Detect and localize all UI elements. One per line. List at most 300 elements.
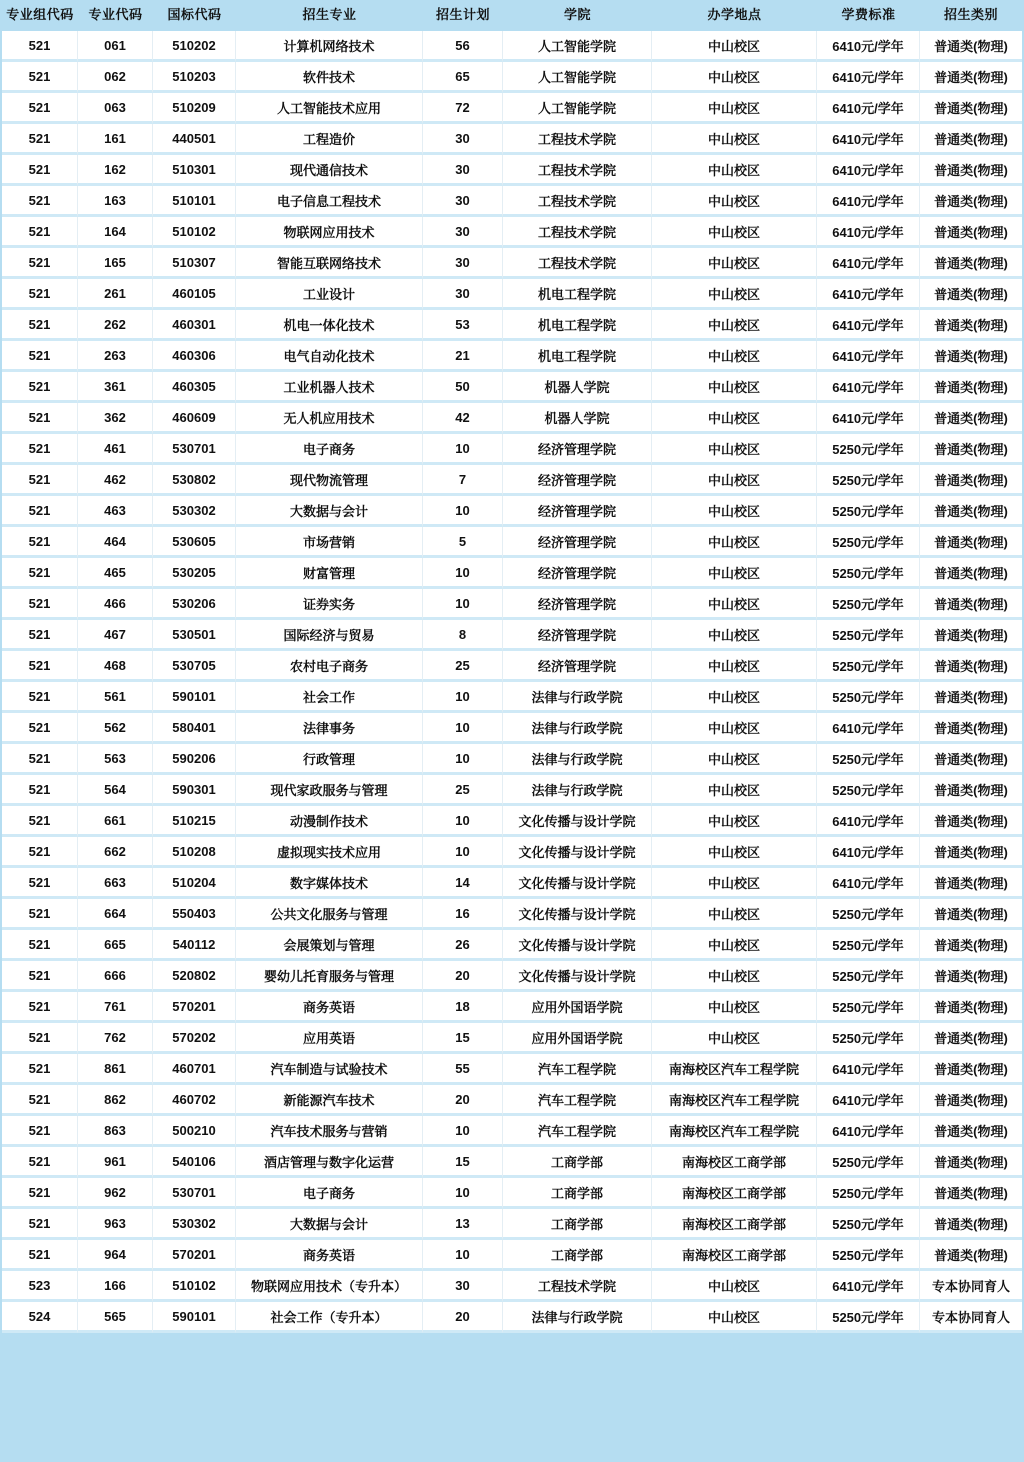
table-cell: 5250元/学年	[817, 899, 920, 930]
column-header-enrollment-major: 招生专业	[236, 0, 423, 31]
table-cell: 现代通信技术	[236, 155, 423, 186]
table-row	[2, 310, 1022, 341]
table-cell: 521	[2, 651, 78, 682]
column-header-major-group-code: 专业组代码	[2, 0, 78, 31]
table-cell: 521	[2, 1054, 78, 1085]
table-cell: 南海校区工商学部	[652, 1209, 817, 1240]
table-cell: 人工智能学院	[503, 62, 652, 93]
table-cell: 10	[423, 806, 503, 837]
table-row	[2, 93, 1022, 124]
table-cell: 中山校区	[652, 155, 817, 186]
table-cell: 25	[423, 775, 503, 806]
table-cell: 物联网应用技术（专升本）	[236, 1271, 423, 1302]
table-cell: 510208	[153, 837, 236, 868]
column-header-national-standard-code: 国标代码	[153, 0, 236, 31]
table-cell: 521	[2, 217, 78, 248]
table-cell: 中山校区	[652, 341, 817, 372]
table-cell: 6410元/学年	[817, 186, 920, 217]
table-cell: 521	[2, 465, 78, 496]
table-cell: 30	[423, 248, 503, 279]
table-cell: 063	[78, 93, 153, 124]
table-row	[2, 279, 1022, 310]
table-cell: 510307	[153, 248, 236, 279]
table-cell: 普通类(物理)	[920, 930, 1022, 961]
table-cell: 南海校区汽车工程学院	[652, 1054, 817, 1085]
table-row	[2, 496, 1022, 527]
table-cell: 460701	[153, 1054, 236, 1085]
table-row	[2, 992, 1022, 1023]
table-cell: 570201	[153, 992, 236, 1023]
table-cell: 10	[423, 1240, 503, 1271]
table-cell: 文化传播与设计学院	[503, 806, 652, 837]
table-cell: 460301	[153, 310, 236, 341]
table-cell: 521	[2, 527, 78, 558]
table-cell: 6410元/学年	[817, 155, 920, 186]
table-cell: 521	[2, 93, 78, 124]
table-cell: 523	[2, 1271, 78, 1302]
table-cell: 521	[2, 124, 78, 155]
table-cell: 6410元/学年	[817, 868, 920, 899]
table-cell: 6410元/学年	[817, 1085, 920, 1116]
table-cell: 963	[78, 1209, 153, 1240]
table-cell: 42	[423, 403, 503, 434]
table-cell: 大数据与会计	[236, 1209, 423, 1240]
table-cell: 物联网应用技术	[236, 217, 423, 248]
table-cell: 466	[78, 589, 153, 620]
table-cell: 524	[2, 1302, 78, 1333]
table-cell: 590101	[153, 682, 236, 713]
table-cell: 经济管理学院	[503, 496, 652, 527]
table-cell: 南海校区工商学部	[652, 1240, 817, 1271]
table-cell: 510209	[153, 93, 236, 124]
table-cell: 662	[78, 837, 153, 868]
table-cell: 文化传播与设计学院	[503, 961, 652, 992]
table-cell: 964	[78, 1240, 153, 1271]
table-cell: 普通类(物理)	[920, 62, 1022, 93]
table-cell: 工程技术学院	[503, 248, 652, 279]
table-cell: 中山校区	[652, 620, 817, 651]
table-cell: 普通类(物理)	[920, 713, 1022, 744]
table-cell: 法律事务	[236, 713, 423, 744]
column-header-enrollment-plan: 招生计划	[423, 0, 503, 31]
table-cell: 人工智能学院	[503, 93, 652, 124]
table-cell: 570202	[153, 1023, 236, 1054]
table-cell: 510102	[153, 217, 236, 248]
table-cell: 5250元/学年	[817, 465, 920, 496]
table-cell: 13	[423, 1209, 503, 1240]
table-cell: 证券实务	[236, 589, 423, 620]
column-header-college: 学院	[503, 0, 652, 31]
table-cell: 521	[2, 868, 78, 899]
table-cell: 467	[78, 620, 153, 651]
table-cell: 专本协同育人	[920, 1302, 1022, 1333]
table-cell: 5250元/学年	[817, 496, 920, 527]
table-row	[2, 217, 1022, 248]
table-row	[2, 1178, 1022, 1209]
table-cell: 中山校区	[652, 589, 817, 620]
table-cell: 文化传播与设计学院	[503, 930, 652, 961]
table-cell: 6410元/学年	[817, 310, 920, 341]
table-cell: 10	[423, 837, 503, 868]
table-cell: 30	[423, 124, 503, 155]
table-cell: 72	[423, 93, 503, 124]
table-cell: 汽车工程学院	[503, 1054, 652, 1085]
table-cell: 中山校区	[652, 992, 817, 1023]
table-cell: 经济管理学院	[503, 465, 652, 496]
table-cell: 521	[2, 806, 78, 837]
table-row	[2, 1271, 1022, 1302]
table-row	[2, 868, 1022, 899]
table-cell: 590101	[153, 1302, 236, 1333]
table-cell: 530701	[153, 1178, 236, 1209]
table-cell: 550403	[153, 899, 236, 930]
table-cell: 5250元/学年	[817, 682, 920, 713]
table-cell: 无人机应用技术	[236, 403, 423, 434]
table-row	[2, 775, 1022, 806]
table-cell: 521	[2, 248, 78, 279]
table-cell: 普通类(物理)	[920, 775, 1022, 806]
table-cell: 460702	[153, 1085, 236, 1116]
table-cell: 21	[423, 341, 503, 372]
table-cell: 普通类(物理)	[920, 372, 1022, 403]
table-cell: 20	[423, 1085, 503, 1116]
table-cell: 462	[78, 465, 153, 496]
table-cell: 文化传播与设计学院	[503, 868, 652, 899]
table-cell: 565	[78, 1302, 153, 1333]
table-cell: 50	[423, 372, 503, 403]
table-cell: 5250元/学年	[817, 744, 920, 775]
table-cell: 5250元/学年	[817, 775, 920, 806]
table-cell: 5250元/学年	[817, 1240, 920, 1271]
table-cell: 中山校区	[652, 186, 817, 217]
table-cell: 机器人学院	[503, 372, 652, 403]
table-cell: 56	[423, 31, 503, 62]
table-cell: 7	[423, 465, 503, 496]
table-cell: 中山校区	[652, 806, 817, 837]
table-cell: 590301	[153, 775, 236, 806]
table-cell: 普通类(物理)	[920, 93, 1022, 124]
table-cell: 521	[2, 434, 78, 465]
table-cell: 行政管理	[236, 744, 423, 775]
table-cell: 应用外国语学院	[503, 992, 652, 1023]
table-cell: 468	[78, 651, 153, 682]
table-row	[2, 589, 1022, 620]
table-cell: 普通类(物理)	[920, 341, 1022, 372]
table-cell: 762	[78, 1023, 153, 1054]
table-cell: 460609	[153, 403, 236, 434]
table-cell: 经济管理学院	[503, 651, 652, 682]
table-cell: 动漫制作技术	[236, 806, 423, 837]
table-cell: 521	[2, 1178, 78, 1209]
table-cell: 460305	[153, 372, 236, 403]
table-cell: 汽车工程学院	[503, 1116, 652, 1147]
table-cell: 电子信息工程技术	[236, 186, 423, 217]
table-cell: 应用英语	[236, 1023, 423, 1054]
table-cell: 社会工作	[236, 682, 423, 713]
table-cell: 汽车工程学院	[503, 1085, 652, 1116]
table-cell: 法律与行政学院	[503, 744, 652, 775]
table-cell: 521	[2, 372, 78, 403]
table-cell: 30	[423, 155, 503, 186]
table-row	[2, 155, 1022, 186]
table-cell: 863	[78, 1116, 153, 1147]
table-cell: 521	[2, 899, 78, 930]
table-cell: 普通类(物理)	[920, 1147, 1022, 1178]
table-cell: 中山校区	[652, 62, 817, 93]
table-cell: 30	[423, 186, 503, 217]
table-cell: 10	[423, 713, 503, 744]
table-cell: 电子商务	[236, 1178, 423, 1209]
table-cell: 汽车制造与试验技术	[236, 1054, 423, 1085]
table-cell: 16	[423, 899, 503, 930]
table-cell: 521	[2, 341, 78, 372]
table-cell: 公共文化服务与管理	[236, 899, 423, 930]
table-cell: 10	[423, 744, 503, 775]
column-header-tuition-standard: 学费标准	[817, 0, 920, 31]
table-cell: 市场营销	[236, 527, 423, 558]
table-cell: 164	[78, 217, 153, 248]
table-cell: 5250元/学年	[817, 1023, 920, 1054]
table-cell: 新能源汽车技术	[236, 1085, 423, 1116]
table-cell: 机器人学院	[503, 403, 652, 434]
table-cell: 中山校区	[652, 899, 817, 930]
table-cell: 经济管理学院	[503, 527, 652, 558]
table-cell: 电子商务	[236, 434, 423, 465]
table-cell: 5250元/学年	[817, 1147, 920, 1178]
table-cell: 261	[78, 279, 153, 310]
table-cell: 521	[2, 1116, 78, 1147]
table-cell: 510203	[153, 62, 236, 93]
table-cell: 普通类(物理)	[920, 186, 1022, 217]
table-cell: 软件技术	[236, 62, 423, 93]
table-row	[2, 930, 1022, 961]
table-cell: 510215	[153, 806, 236, 837]
table-cell: 中山校区	[652, 682, 817, 713]
table-cell: 大数据与会计	[236, 496, 423, 527]
table-cell: 521	[2, 930, 78, 961]
table-cell: 普通类(物理)	[920, 310, 1022, 341]
table-row	[2, 651, 1022, 682]
table-cell: 6410元/学年	[817, 837, 920, 868]
table-cell: 中山校区	[652, 93, 817, 124]
table-cell: 普通类(物理)	[920, 434, 1022, 465]
table-cell: 5250元/学年	[817, 992, 920, 1023]
table-cell: 521	[2, 589, 78, 620]
table-cell: 14	[423, 868, 503, 899]
table-cell: 南海校区工商学部	[652, 1147, 817, 1178]
table-cell: 6410元/学年	[817, 31, 920, 62]
table-cell: 521	[2, 1147, 78, 1178]
table-cell: 5250元/学年	[817, 558, 920, 589]
table-cell: 婴幼儿托育服务与管理	[236, 961, 423, 992]
table-cell: 中山校区	[652, 558, 817, 589]
table-cell: 530605	[153, 527, 236, 558]
table-cell: 521	[2, 620, 78, 651]
table-cell: 中山校区	[652, 434, 817, 465]
table-row	[2, 62, 1022, 93]
table-cell: 机电工程学院	[503, 310, 652, 341]
table-cell: 5250元/学年	[817, 651, 920, 682]
table-cell: 6410元/学年	[817, 713, 920, 744]
table-cell: 30	[423, 1271, 503, 1302]
table-cell: 普通类(物理)	[920, 248, 1022, 279]
table-cell: 15	[423, 1023, 503, 1054]
table-cell: 521	[2, 62, 78, 93]
table-row	[2, 248, 1022, 279]
table-cell: 521	[2, 310, 78, 341]
table-cell: 普通类(物理)	[920, 1209, 1022, 1240]
table-cell: 10	[423, 496, 503, 527]
table-cell: 5250元/学年	[817, 930, 920, 961]
table-cell: 中山校区	[652, 496, 817, 527]
table-cell: 10	[423, 434, 503, 465]
table-cell: 普通类(物理)	[920, 558, 1022, 589]
table-cell: 普通类(物理)	[920, 744, 1022, 775]
table-cell: 361	[78, 372, 153, 403]
table-cell: 酒店管理与数字化运营	[236, 1147, 423, 1178]
table-row	[2, 961, 1022, 992]
table-row	[2, 434, 1022, 465]
table-cell: 530701	[153, 434, 236, 465]
table-cell: 6410元/学年	[817, 403, 920, 434]
table-cell: 530705	[153, 651, 236, 682]
table-cell: 普通类(物理)	[920, 1054, 1022, 1085]
table-cell: 165	[78, 248, 153, 279]
table-cell: 中山校区	[652, 279, 817, 310]
table-cell: 普通类(物理)	[920, 217, 1022, 248]
table-cell: 6410元/学年	[817, 93, 920, 124]
table-cell: 中山校区	[652, 310, 817, 341]
table-cell: 561	[78, 682, 153, 713]
table-cell: 南海校区工商学部	[652, 1178, 817, 1209]
table-cell: 510202	[153, 31, 236, 62]
table-cell: 普通类(物理)	[920, 682, 1022, 713]
table-cell: 中山校区	[652, 465, 817, 496]
table-cell: 普通类(物理)	[920, 589, 1022, 620]
table-cell: 162	[78, 155, 153, 186]
table-cell: 163	[78, 186, 153, 217]
table-cell: 521	[2, 496, 78, 527]
table-cell: 5250元/学年	[817, 1302, 920, 1333]
table-cell: 510102	[153, 1271, 236, 1302]
table-cell: 666	[78, 961, 153, 992]
table-cell: 商务英语	[236, 1240, 423, 1271]
table-cell: 10	[423, 1116, 503, 1147]
table-cell: 汽车技术服务与营销	[236, 1116, 423, 1147]
table-cell: 570201	[153, 1240, 236, 1271]
table-cell: 663	[78, 868, 153, 899]
table-cell: 564	[78, 775, 153, 806]
table-cell: 6410元/学年	[817, 124, 920, 155]
table-cell: 521	[2, 1023, 78, 1054]
table-cell: 26	[423, 930, 503, 961]
table-cell: 普通类(物理)	[920, 124, 1022, 155]
table-cell: 国际经济与贸易	[236, 620, 423, 651]
table-cell: 机电工程学院	[503, 341, 652, 372]
table-cell: 30	[423, 279, 503, 310]
table-cell: 521	[2, 31, 78, 62]
table-cell: 521	[2, 1240, 78, 1271]
table-cell: 6410元/学年	[817, 248, 920, 279]
table-cell: 机电工程学院	[503, 279, 652, 310]
table-cell: 500210	[153, 1116, 236, 1147]
table-cell: 540112	[153, 930, 236, 961]
table-row	[2, 465, 1022, 496]
table-cell: 中山校区	[652, 1023, 817, 1054]
table-cell: 普通类(物理)	[920, 806, 1022, 837]
table-row	[2, 1116, 1022, 1147]
table-row	[2, 1147, 1022, 1178]
table-cell: 20	[423, 961, 503, 992]
table-cell: 中山校区	[652, 837, 817, 868]
table-cell: 普通类(物理)	[920, 31, 1022, 62]
table-row	[2, 620, 1022, 651]
table-cell: 工程技术学院	[503, 217, 652, 248]
table-cell: 中山校区	[652, 31, 817, 62]
table-cell: 664	[78, 899, 153, 930]
table-cell: 6410元/学年	[817, 1271, 920, 1302]
table-row	[2, 186, 1022, 217]
table-row	[2, 713, 1022, 744]
table-cell: 521	[2, 713, 78, 744]
table-row	[2, 372, 1022, 403]
table-cell: 现代物流管理	[236, 465, 423, 496]
table-cell: 6410元/学年	[817, 1116, 920, 1147]
table-row	[2, 1054, 1022, 1085]
table-cell: 经济管理学院	[503, 589, 652, 620]
table-cell: 中山校区	[652, 403, 817, 434]
table-cell: 工程技术学院	[503, 155, 652, 186]
table-cell: 521	[2, 155, 78, 186]
table-cell: 中山校区	[652, 744, 817, 775]
table-cell: 农村电子商务	[236, 651, 423, 682]
table-cell: 普通类(物理)	[920, 496, 1022, 527]
table-cell: 经济管理学院	[503, 558, 652, 589]
table-cell: 530802	[153, 465, 236, 496]
table-cell: 会展策划与管理	[236, 930, 423, 961]
table-cell: 普通类(物理)	[920, 403, 1022, 434]
table-cell: 6410元/学年	[817, 806, 920, 837]
table-cell: 062	[78, 62, 153, 93]
table-cell: 中山校区	[652, 1271, 817, 1302]
table-cell: 530206	[153, 589, 236, 620]
table-cell: 6410元/学年	[817, 1054, 920, 1085]
table-cell: 经济管理学院	[503, 620, 652, 651]
table-cell: 262	[78, 310, 153, 341]
table-cell: 中山校区	[652, 372, 817, 403]
table-row	[2, 744, 1022, 775]
table-cell: 521	[2, 775, 78, 806]
table-cell: 工程技术学院	[503, 1271, 652, 1302]
table-cell: 521	[2, 558, 78, 589]
table-cell: 工业设计	[236, 279, 423, 310]
table-cell: 510301	[153, 155, 236, 186]
table-cell: 590206	[153, 744, 236, 775]
table-cell: 20	[423, 1302, 503, 1333]
table-cell: 普通类(物理)	[920, 1240, 1022, 1271]
table-row	[2, 1209, 1022, 1240]
table-cell: 普通类(物理)	[920, 837, 1022, 868]
table-row	[2, 31, 1022, 62]
table-cell: 55	[423, 1054, 503, 1085]
table-cell: 464	[78, 527, 153, 558]
table-cell: 中山校区	[652, 1302, 817, 1333]
table-cell: 530205	[153, 558, 236, 589]
table-cell: 中山校区	[652, 713, 817, 744]
table-cell: 521	[2, 1085, 78, 1116]
table-cell: 460306	[153, 341, 236, 372]
column-header-campus-location: 办学地点	[652, 0, 817, 31]
